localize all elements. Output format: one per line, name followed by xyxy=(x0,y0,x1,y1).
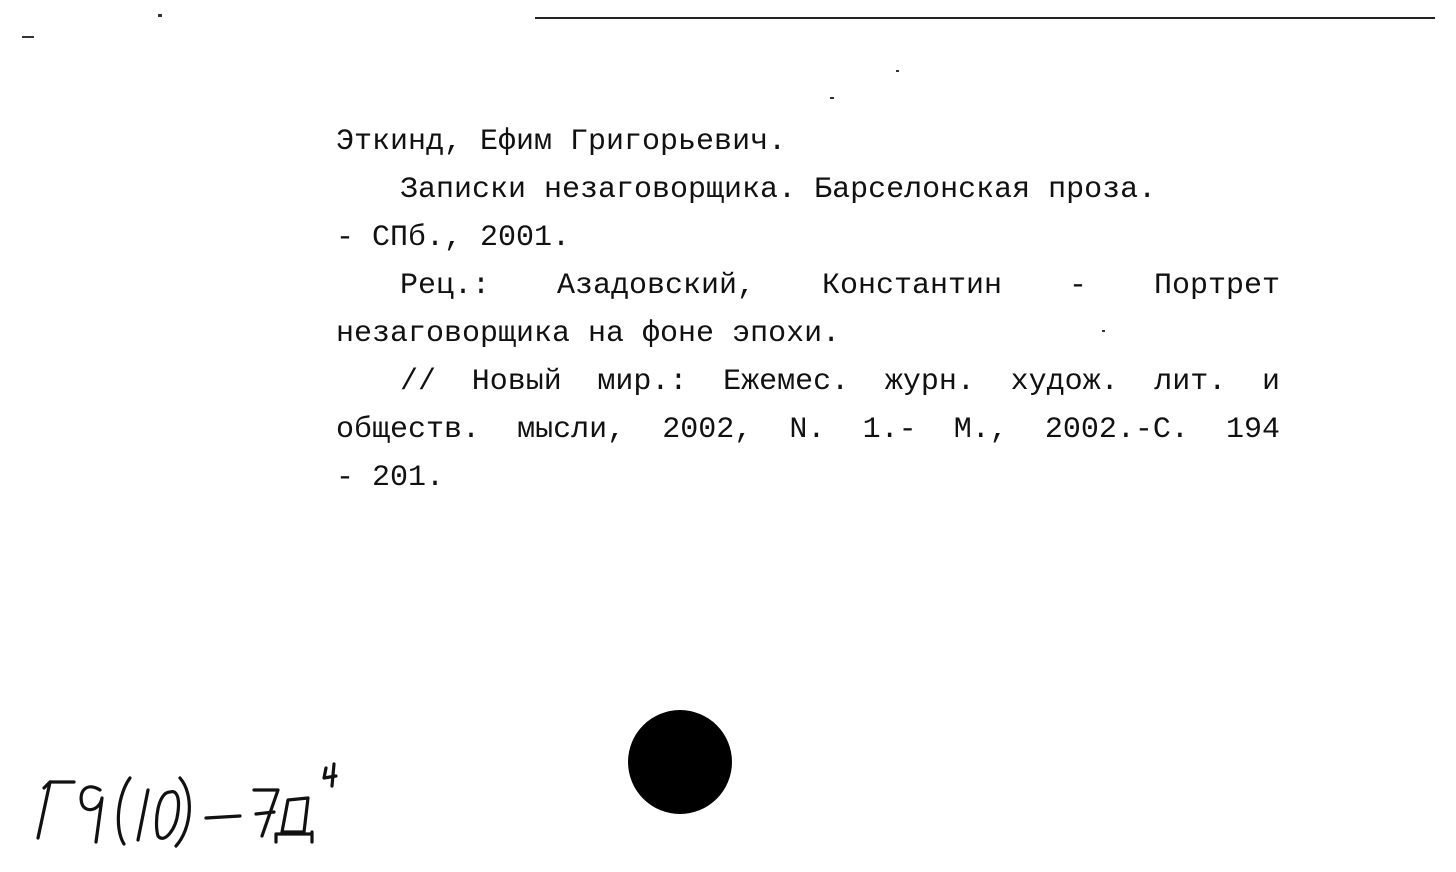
shelfmark-handwriting xyxy=(30,760,390,860)
source-line: // Новый мир.: Ежемес. журн. худож. лит. и xyxy=(400,365,1280,399)
review-title-line: незаговорщика на фоне эпохи. xyxy=(336,317,841,351)
bibliographic-entry xyxy=(336,118,1280,502)
author-heading: Эткинд, Ефим Григорьевич. xyxy=(336,125,787,159)
source-details-line: обществ. мысли, 2002, N. 1.- М., 2002.-С. 194 xyxy=(336,413,1280,447)
scan-speck xyxy=(158,14,162,17)
title-line: Записки незаговорщика. Барселонская проза. xyxy=(400,173,1157,207)
scan-speck xyxy=(830,97,834,99)
punched-hole xyxy=(628,710,732,814)
imprint-line: - СПб., 2001. xyxy=(336,221,571,255)
review-line: Рец.: Азадовский, Константин - Портрет xyxy=(400,269,1280,303)
scan-speck xyxy=(22,36,34,38)
scan-speck xyxy=(896,70,899,72)
page-range-line: - 201. xyxy=(336,461,445,495)
top-border-line xyxy=(535,17,1435,19)
handwritten-shelfmark xyxy=(30,760,390,860)
